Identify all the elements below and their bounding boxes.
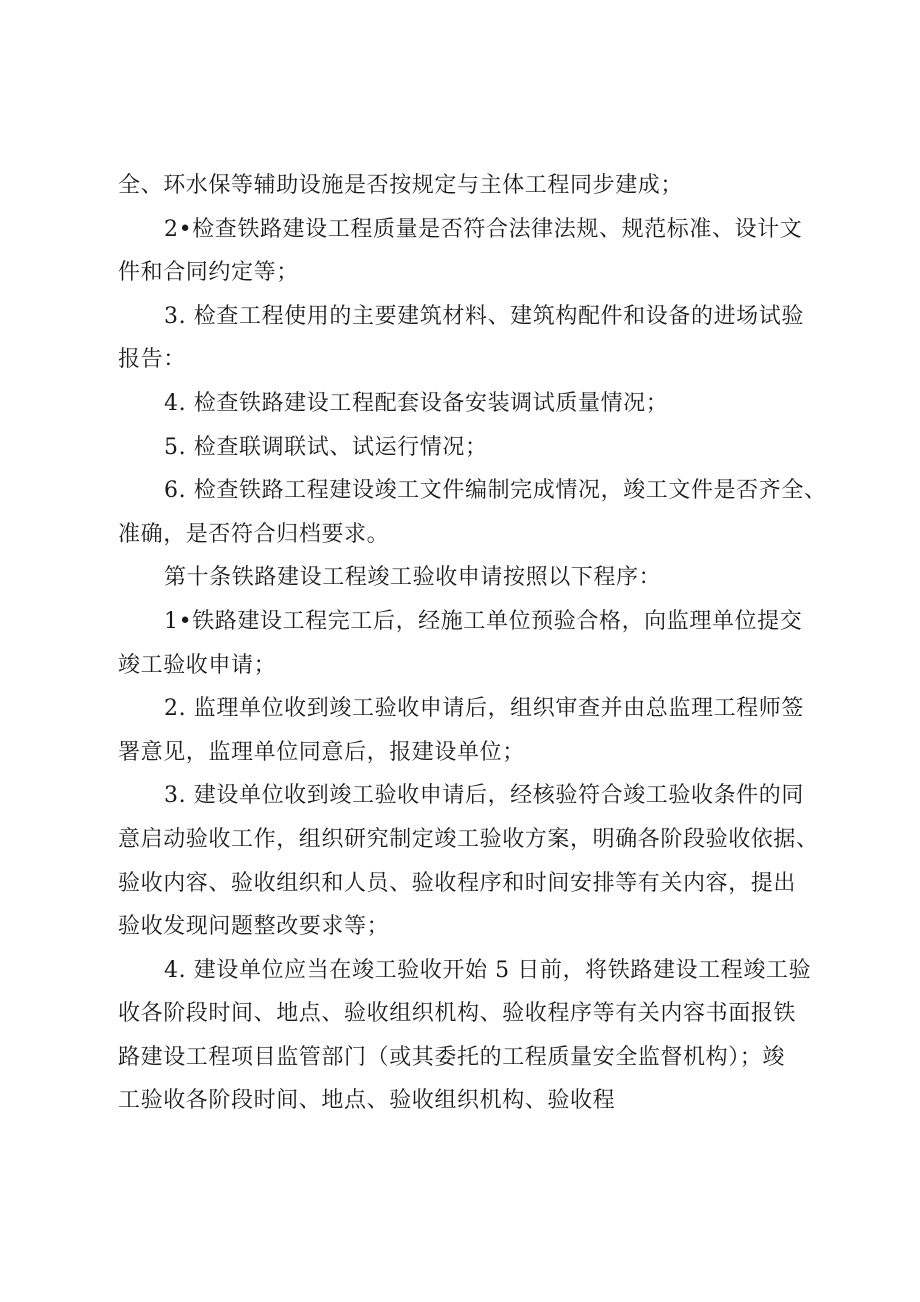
text-line: 全、环水保等辅助设施是否按规定与主体工程同步建成； bbox=[118, 173, 684, 198]
text-line: 报告： bbox=[118, 347, 186, 373]
text-line: 4. 检查铁路建设工程配套设备安装调试质量情况； bbox=[164, 390, 669, 416]
text-line: 准确，是否符合归档要求。 bbox=[118, 521, 390, 547]
text-line: 第十条铁路建设工程竣工验收申请按照以下程序： bbox=[164, 565, 662, 591]
text-line: 4. 建设单位应当在竣工验收开始 5 日前，将铁路建设工程竣工验 bbox=[164, 957, 812, 983]
text-line: 件和合同约定等； bbox=[118, 260, 299, 286]
text-line: 3. 建设单位收到竣工验收申请后，经核验符合竣工验收条件的同 bbox=[164, 783, 804, 809]
text-line: 工验收各阶段时间、地点、验收组织机构、验收程 bbox=[118, 1088, 616, 1114]
document-body bbox=[118, 164, 830, 1123]
text-line: 收各阶段时间、地点、验收组织机构、验收程序等有关内容书面报铁 bbox=[118, 1001, 797, 1027]
text-line: 1•铁路建设工程完工后，经施工单位预验合格，向监理单位提交 bbox=[164, 608, 803, 634]
text-line: 验收发现问题整改要求等； bbox=[118, 914, 390, 940]
text-line: 2•检查铁路建设工程质量是否符合法律法规、规范标准、设计文 bbox=[164, 216, 803, 242]
text-line: 2. 监理单位收到竣工验收申请后，组织审查并由总监理工程师签 bbox=[164, 696, 804, 722]
text-line: 竣工验收申请； bbox=[118, 652, 277, 678]
text-line: 署意见，监理单位同意后，报建设单位； bbox=[118, 739, 525, 765]
text-line: 验收内容、验收组织和人员、验收程序和时间安排等有关内容，提出 bbox=[118, 870, 797, 896]
text-line: 3. 检查工程使用的主要建筑材料、建筑构配件和设备的进场试验 bbox=[164, 303, 804, 329]
text-line: 意启动验收工作，组织研究制定竣工验收方案，明确各阶段验收依据、 bbox=[118, 826, 819, 852]
text-line: 5. 检查联调联试、试运行情况； bbox=[164, 434, 488, 460]
text-line: 路建设工程项目监管部门（或其委托的工程质量安全监督机构）；竣 bbox=[118, 1044, 786, 1070]
text-line: 6. 检查铁路工程建设竣工文件编制完成情况，竣工文件是否齐全、 bbox=[164, 478, 827, 504]
